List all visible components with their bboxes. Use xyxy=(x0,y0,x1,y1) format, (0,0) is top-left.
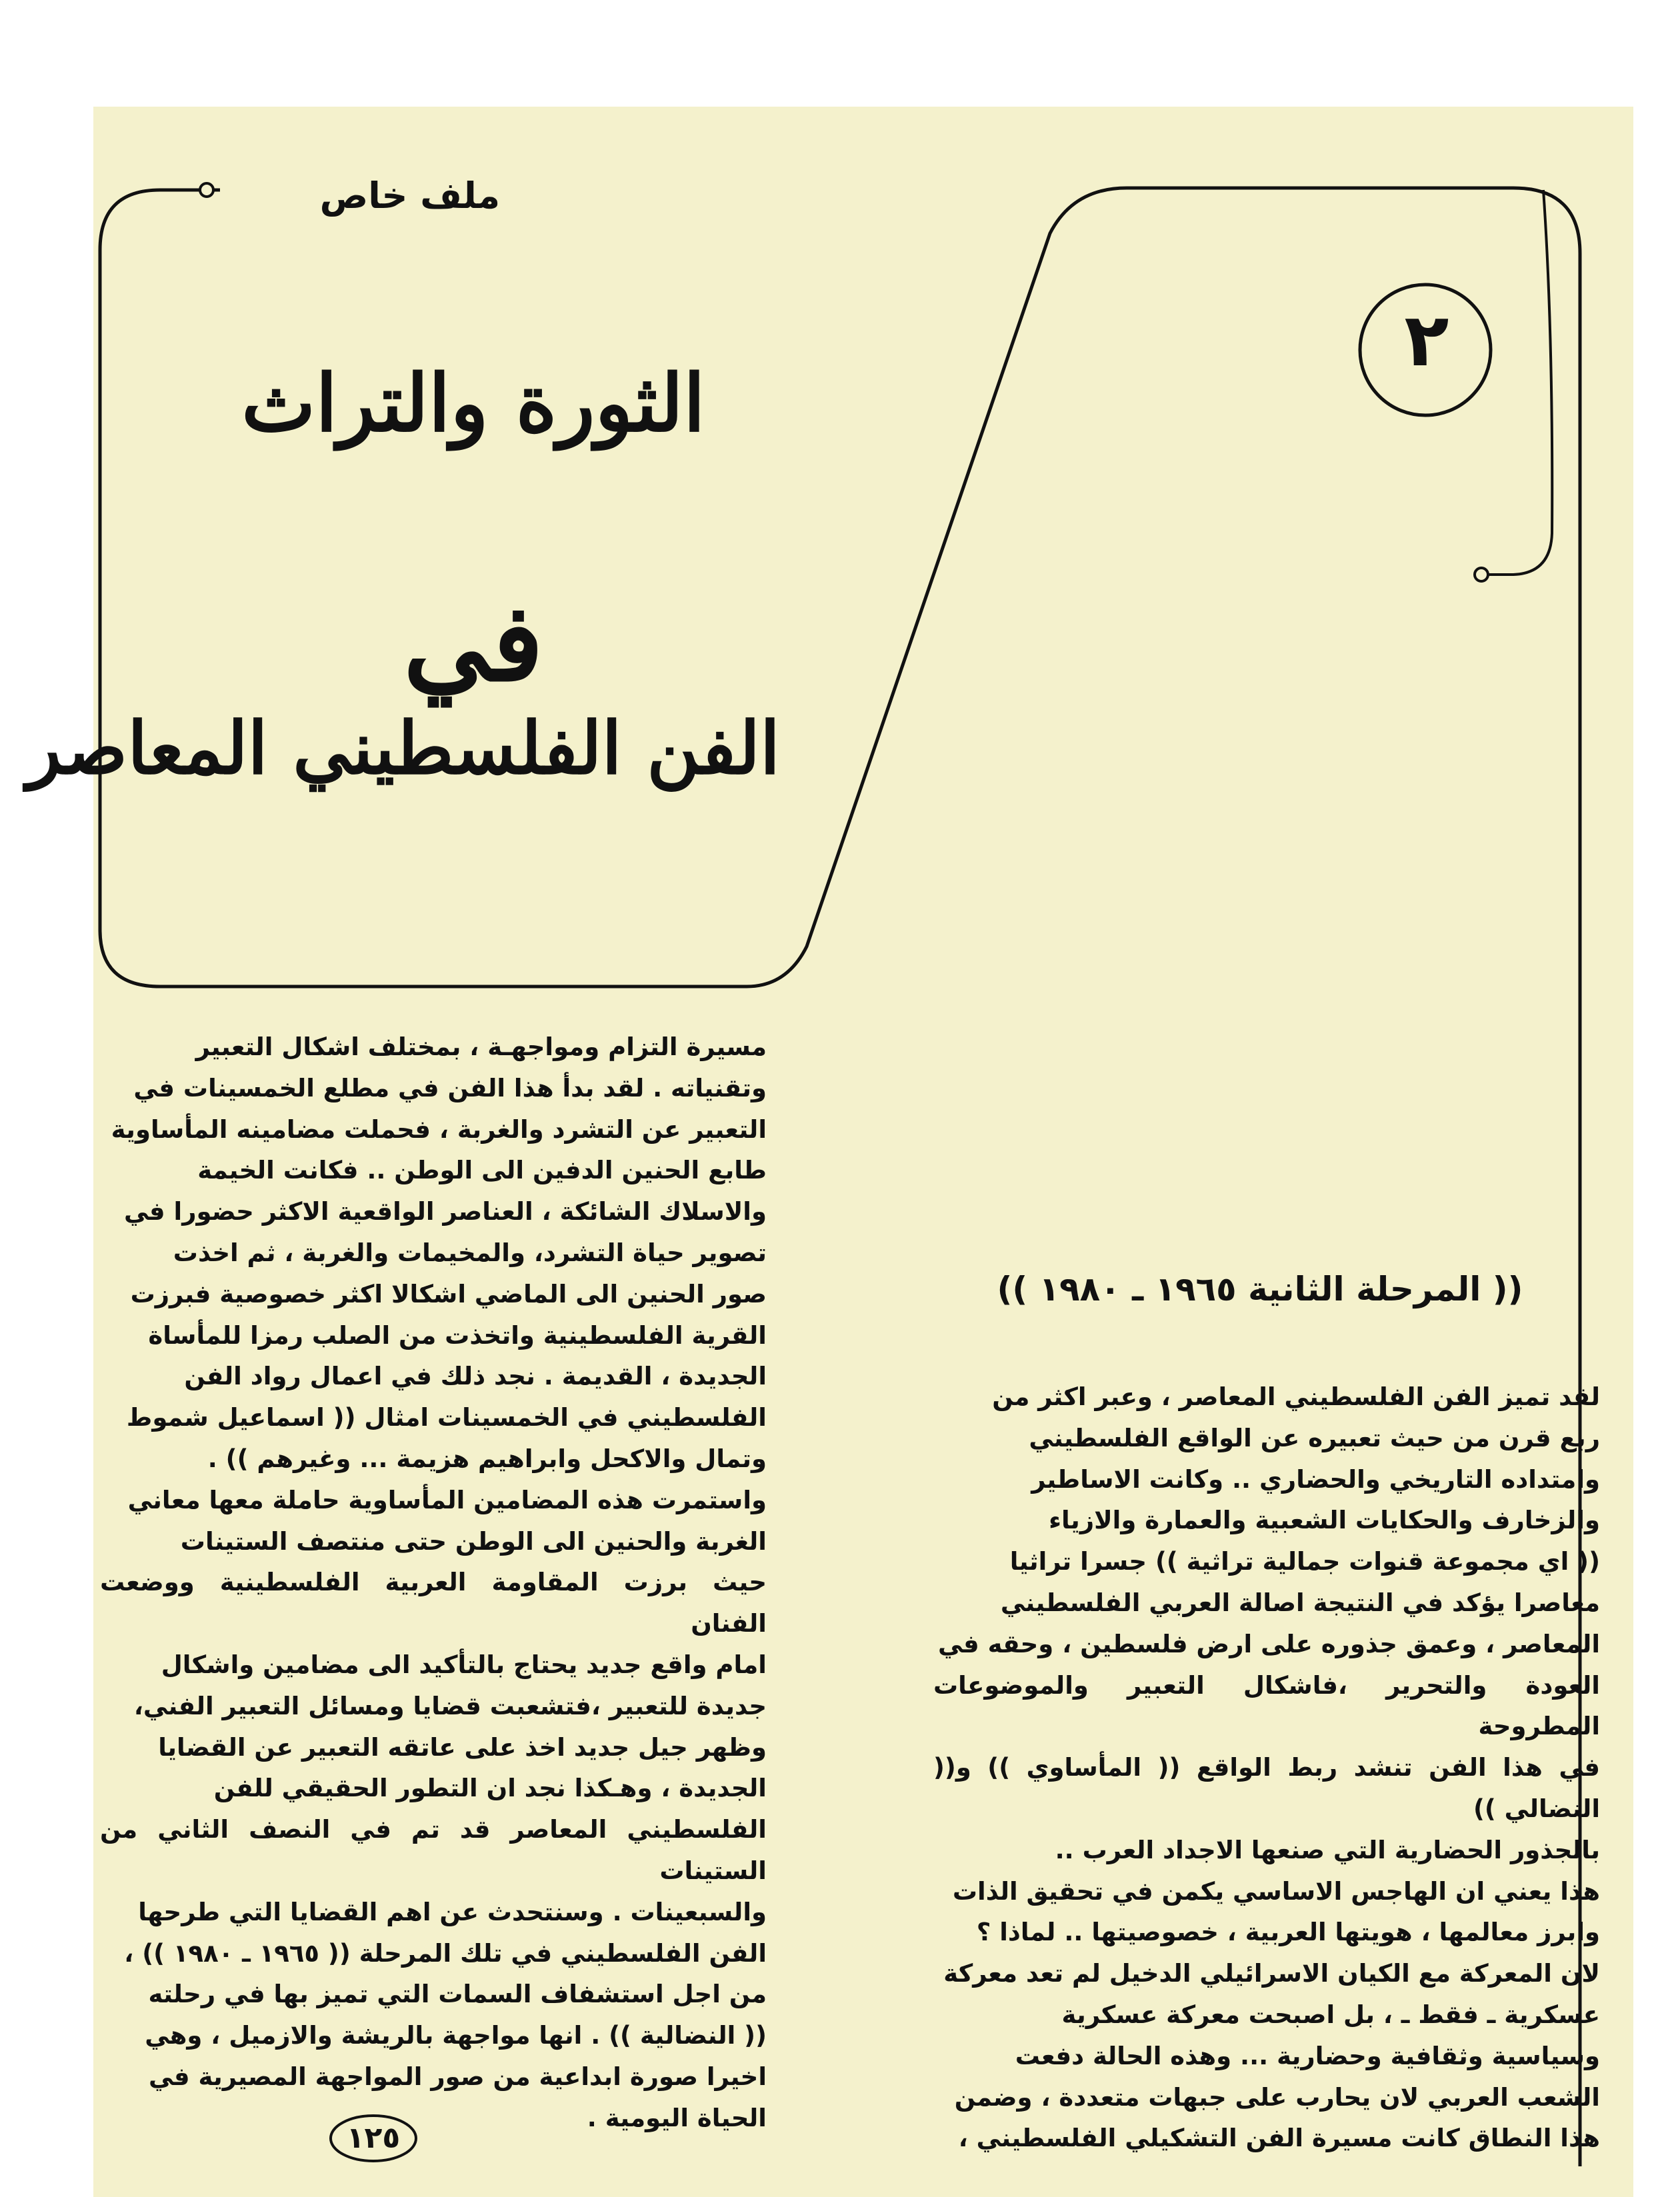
part-number-connector xyxy=(1488,190,1552,575)
label-dot xyxy=(200,183,213,197)
title-line-1: الثورة والتراث xyxy=(241,357,705,449)
page-number: ١٢٥ xyxy=(346,2121,401,2155)
title-line-3: الفن الفلسطيني المعاصر xyxy=(26,707,780,791)
part-number: ٢ xyxy=(1404,297,1449,383)
stage-heading: (( المرحلة الثانية ١٩٦٥ ـ ١٩٨٠ )) xyxy=(997,1270,1523,1308)
left-column-text: مسيرة التزام ومواجهـة ، بمختلف اشكال التعبير وتقنياته . لقد بدأ هذا الفن في مطلع الخمسينات في التعبير عن التشرد والغربة ، فحملت مضامينه المأساوية طابع الحنين الدفين الى الوطن .. فكانت الخيمة والاسلاك الشائكة ، العناصر الواقعية الاكثر حضورا في تصوير حياة التشرد، والمخيمات والغربة ، ثم اخذت صور الحنين الى الماضي اشكالا اكثر خصوصية فبرزت القرية الفلسطينية واتخذت من الصلب رمزا للمأساة الجديدة ، القديمة . نجد ذلك في اعمال رواد الفن الفلسطيني في الخمسينات امثال (( اسماعيل شموط وتمال والاكحل وابراهيم هزيمة ... وغيرهم )) . واستمرت هذه المضامين المأساوية حاملة معها معاني الغربة والحنين الى الوطن حتى منتصف الستينات حيث برزت المقاومة العربية الفلسطينية ووضعت الفنان امام واقع جديد يحتاج بالتأكيد الى مضامين واشكال جديدة للتعبير ،فتشعبت قضايا ومسائل التعبير الفني، وظهر جيل جديد اخذ على عاتقه التعبير عن القضايا الجديدة ، وهـكذا نجد ان التطور الحقيقي للفن الفلسطيني المعاصر قد تم في النصف الثاني من الستينات والسبعينات . وسنتحدث عن اهم القضايا التي طرحها الفن الفلسطيني في تلك المرحلة (( ١٩٦٥ ـ ١٩٨٠ )) ، من اجل استشفاف السمات التي تميز بها في رحلته (( النضالية )) . انها مواجهة بالريشة والازميل ، وهي اخيرا صورة ابداعية من صور المواجهة المصيرية في الحياة اليومية . xyxy=(100,1033,767,2132)
right-column-text: لقد تميز الفن الفلسطيني المعاصر ، وعبر اكثر من ربع قرن من حيث تعبيره عن الواقع الفلسطيني وامتداده التاريخي والحضاري .. وكانت الاساطير والزخارف والحكايات الشعبية والعمارة والازياء (( اي مجموعة قنوات جمالية تراثية )) جسرا تراثيا معاصرا يؤكد في النتيجة اصالة العربي الفلسطيني المعاصر ، وعمق جذوره على ارض فلسطين ، وحقه في العودة والتحرير ،فاشكال التعبير والموضوعات المطروحة في هذا الفن تنشد ربط الواقع (( المأساوي )) و(( النضالي )) بالجذور الحضارية التي صنعها الاجداد العرب .. هذا يعني ان الهاجس الاساسي يكمن في تحقيق الذات وابرز معالمها ، هويتها العربية ، خصوصيتها .. لماذا ؟ لان المعركة مع الكيان الاسرائيلي الدخيل لم تعد معركة عسكرية ـ فقط ـ ، بل اصبحت معركة عسكرية وسياسية وثقافية وحضارية ... وهذه الحالة دفعت الشعب العربي لان يحارب على جبهات متعددة ، وضمن هذا النطاق كانت مسيرة الفن التشكيلي الفلسطيني ، xyxy=(933,1382,1600,2153)
section-label: ملف خاص xyxy=(319,175,500,217)
connector-dot xyxy=(1475,568,1488,581)
title-line-2: في xyxy=(403,580,543,705)
